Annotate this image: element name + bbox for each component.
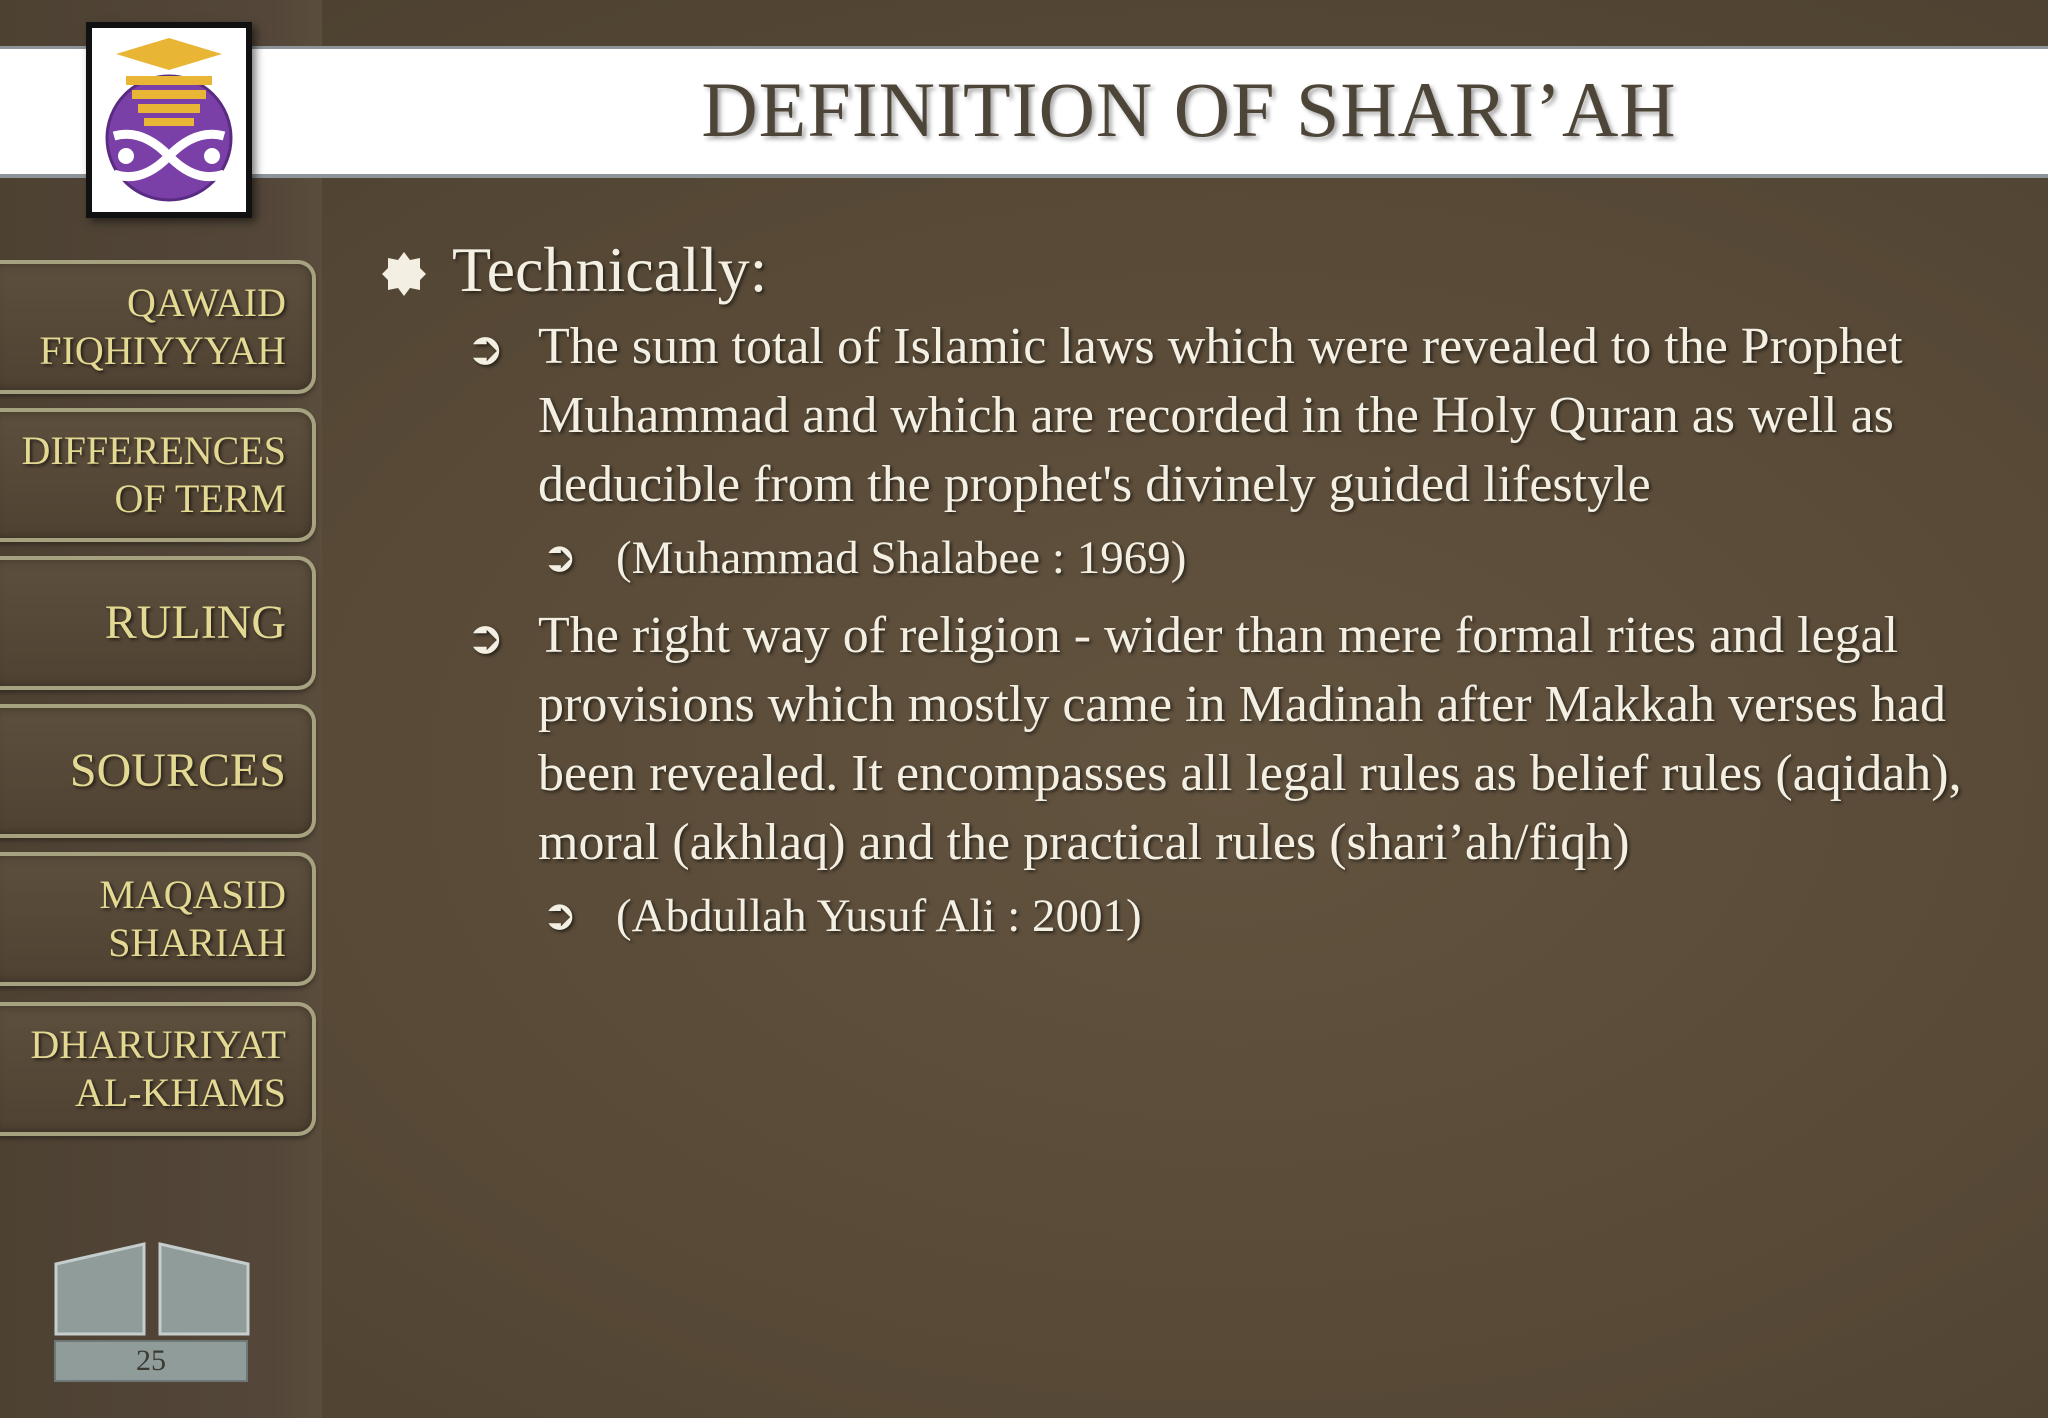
nav-label: QAWAID FIQHIYYYAH: [39, 280, 286, 373]
nav-label: MAQASID SHARIAH: [99, 872, 286, 965]
point-text: The sum total of Islamic laws which were revealed to the Prophet Muhammad and which are recorded in the Holy Quran as well as deducible from the prophet's divinely guided lifestyle: [538, 318, 1903, 513]
list-item: [380, 312, 2000, 519]
nav-qawaid-fiqhiyyyah[interactable]: [0, 260, 316, 394]
slide-content: [380, 228, 2000, 949]
uitm-logo-icon: [86, 22, 252, 218]
content-heading: Technically:: [452, 234, 768, 305]
citation-text: (Abdullah Yusuf Ali : 2001): [616, 890, 1142, 942]
nav-ruling[interactable]: [0, 556, 316, 690]
nav-maqasid-shariah[interactable]: [0, 852, 316, 986]
arrow-bullet-icon: ➲: [466, 612, 505, 663]
citation-text: (Muhammad Shalabee : 1969): [616, 532, 1187, 584]
page-number: 25: [54, 1340, 248, 1382]
nav-sources[interactable]: [0, 704, 316, 838]
gear-bullet-icon: [380, 250, 428, 298]
arrow-bullet-icon: ➲: [466, 323, 505, 374]
citation-item: [380, 883, 2000, 949]
nav-label: SOURCES: [69, 744, 286, 797]
nav-label: DIFFERENCES OF TERM: [21, 428, 286, 521]
nav-dharuriyat-al-khams[interactable]: [0, 1002, 316, 1136]
nav-label: DHARURIYAT AL-KHAMS: [30, 1022, 286, 1115]
list-item: [380, 601, 2000, 877]
nav-differences-of-term[interactable]: [0, 408, 316, 542]
citation-item: [380, 525, 2000, 591]
point-text: The right way of religion - wider than mere formal rites and legal provisions which mostly came in Madinah after Makkah verses had been revealed. It encompasses all legal rules as belief rules (aqidah), moral (akhlaq) and the practical rules (shari’ah/fiqh): [538, 607, 1962, 871]
nav-label: RULING: [104, 596, 286, 649]
home-icon[interactable]: [54, 1242, 252, 1336]
heading-item: [380, 228, 2000, 312]
arrow-bullet-icon: ➲: [542, 893, 578, 939]
slide-title: DEFINITION OF SHARI’AH: [701, 66, 1677, 153]
arrow-bullet-icon: ➲: [542, 535, 578, 581]
